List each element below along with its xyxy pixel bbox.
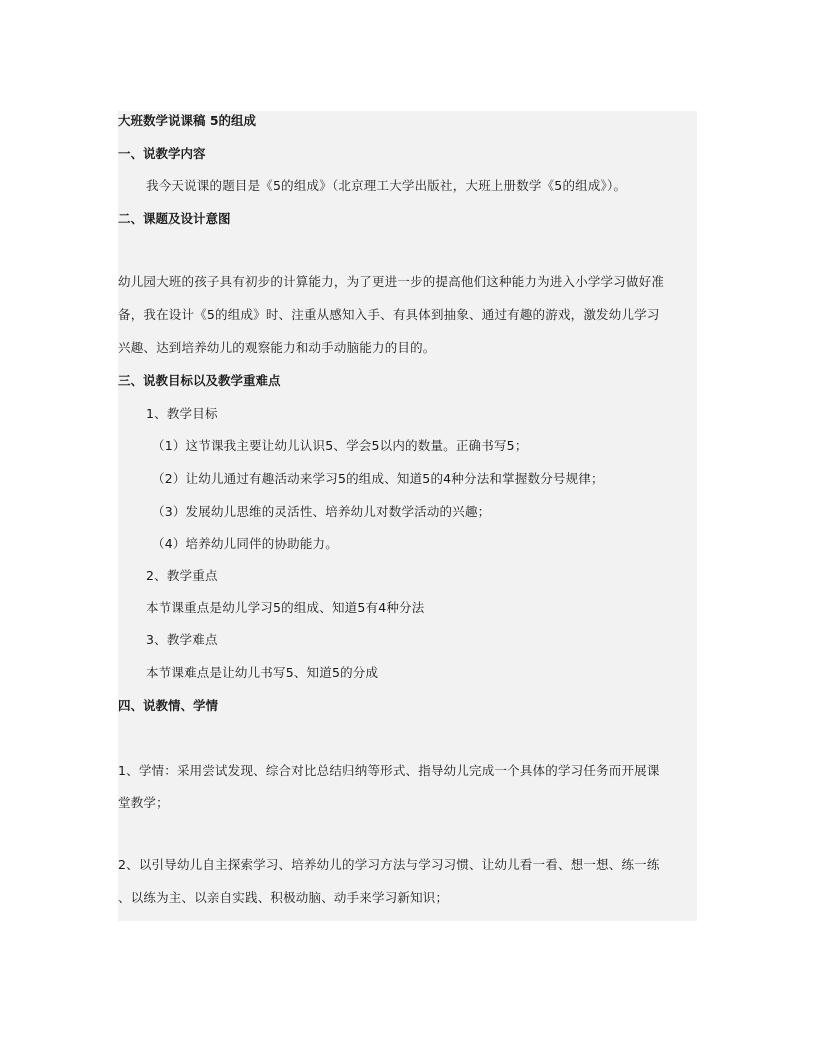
section-heading-design-intent: 二、课题及设计意图 [118,211,231,226]
design-intent-line-3: 兴趣、达到培养幼儿的观察能力和动手动脑能力的目的。 [118,340,436,355]
teaching-content-text: 我今天说课的题目是《5的组成》（北京理工大学出版社，大班上册数学《5的组成》）。 [146,178,627,193]
guidance-line-1: 2、以引导幼儿自主探索学习、培养幼儿的学习方法与学习习惯、让幼儿看一看、想一想、练一练 [118,857,660,872]
subheading-difficulties: 3、教学难点 [146,632,218,647]
document-title: 大班数学说课稿 5的组成 [118,113,257,128]
goal-item-1: （1）这节课我主要让幼儿认识5、学会5以内的数量。正确书写5； [152,438,528,453]
section-heading-teaching-content: 一、说教学内容 [118,146,206,161]
guidance-line-2: 、以练为主、以亲自实践、积极动脑、动手来学习新知识； [118,890,449,905]
goal-item-2: （2）让幼儿通过有趣活动来学习5的组成、知道5的4种分法和掌握数分号规律； [152,471,604,486]
subheading-key-points: 2、教学重点 [146,568,218,583]
section-heading-goals: 三、说教目标以及教学重难点 [118,373,281,388]
learning-situation-line-1: 1、学情：采用尝试发现、综合对比总结归纳等形式、指导幼儿完成一个具体的学习任务而开展课 [118,763,660,778]
design-intent-line-2: 备，我在设计《5的组成》时、注重从感知入手、有具体到抽象、通过有趣的游戏，激发幼儿学习 [118,307,660,322]
goal-item-3: （3）发展幼儿思维的灵活性、培养幼儿对数学活动的兴趣； [152,504,491,519]
learning-situation-line-2: 堂教学； [118,795,169,810]
goal-item-4: （4）培养幼儿同伴的协助能力。 [152,536,338,551]
section-heading-learning-situation: 四、说教情、学情 [118,698,219,713]
subheading-teaching-goals: 1、教学目标 [146,406,218,421]
key-points-text: 本节课重点是幼儿学习5的组成、知道5有4种分法 [146,600,425,615]
design-intent-line-1: 幼儿园大班的孩子具有初步的计算能力，为了更进一步的提高他们这种能力为进入小学学习做好准 [118,274,665,289]
difficulties-text: 本节课难点是让幼儿书写5、知道5的分成 [146,665,379,680]
